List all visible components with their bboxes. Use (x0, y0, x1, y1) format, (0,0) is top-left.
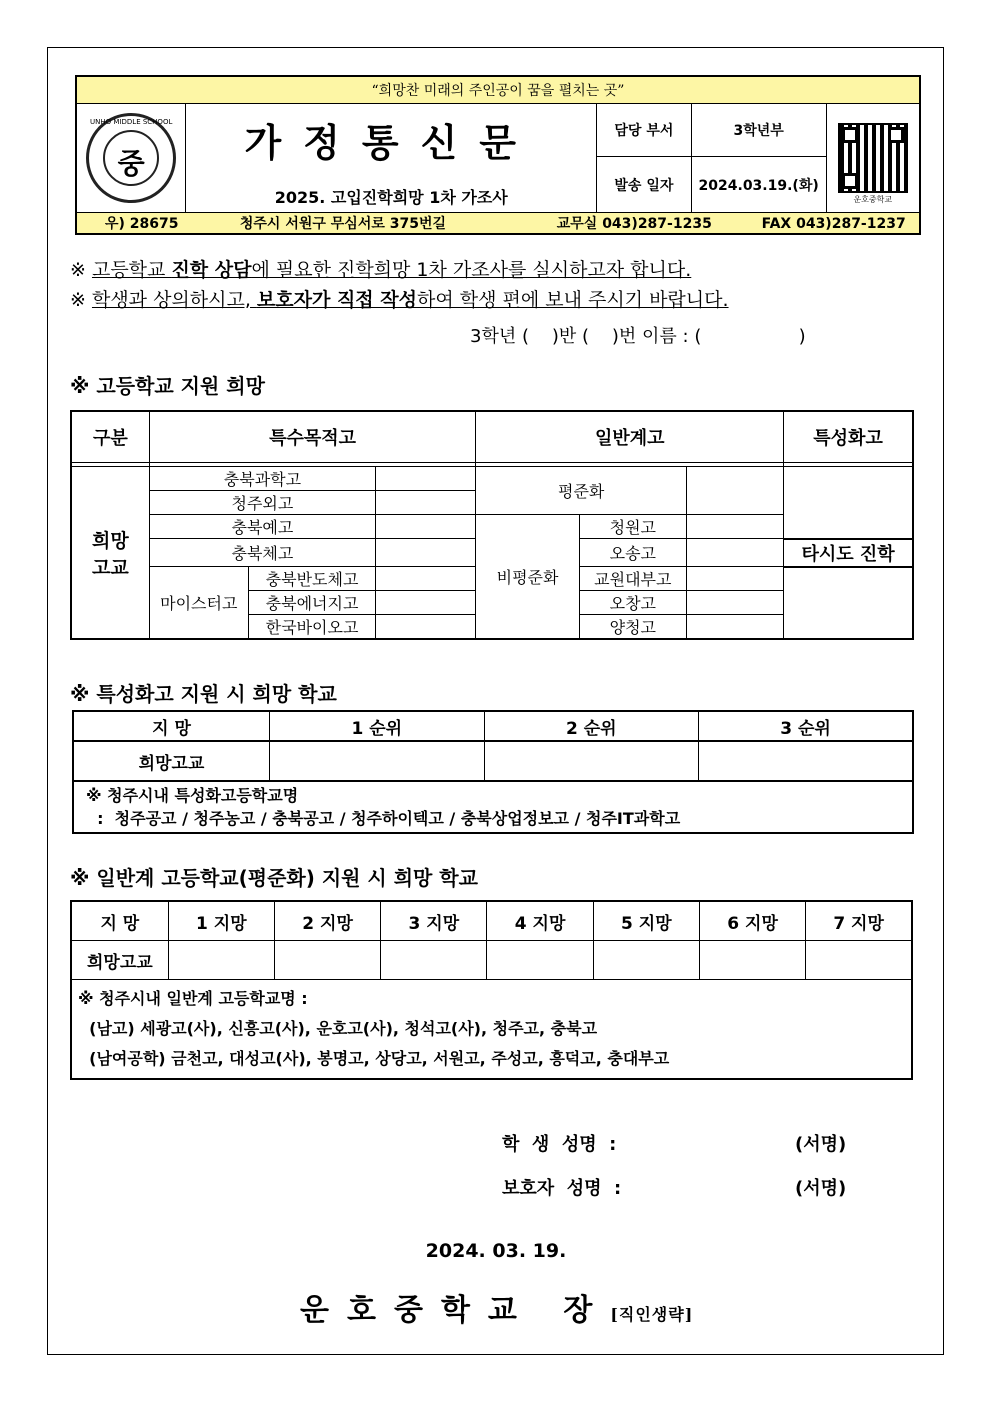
student-sign-mark[interactable]: (서명) (795, 1134, 847, 1155)
col-specialized: 특성화고 (784, 411, 913, 463)
note1-bold: 진학 상담 (171, 259, 252, 281)
choice-input-cell[interactable] (487, 941, 593, 980)
non-equalized-label: 비평준화 (476, 515, 579, 640)
dept-value: 3학년부 (691, 104, 826, 157)
check-cell[interactable] (686, 567, 783, 591)
rank-header: 1 순위 (270, 711, 484, 741)
choice-header: 7 지망 (806, 901, 912, 941)
school-name: 청원고 (579, 515, 686, 539)
rank-header: 2 순위 (484, 711, 698, 741)
note-coed: (남여공학) 금천고, 대성고(사), 봉명고, 상당고, 서원고, 주성고, 흥덕고, 충대부고 (78, 1049, 670, 1068)
dept-label: 담당 부서 (597, 104, 692, 157)
newsletter-header (75, 75, 921, 235)
choice-input-cell[interactable] (270, 741, 484, 781)
check-cell[interactable] (686, 515, 783, 539)
choice-input-cell[interactable] (381, 941, 487, 980)
note-boys: (남고) 세광고(사), 신흥고(사), 운호고(사), 청석고(사), 청주고, 충북고 (78, 1019, 598, 1038)
specialized-check-cell[interactable] (784, 467, 913, 539)
note1-part1: 고등학교 (91, 259, 172, 281)
student-sign-label: 학 생 성명 : (502, 1134, 617, 1155)
date-value: 2024.03.19.(화) (691, 157, 826, 213)
out-of-region-check-cell[interactable] (784, 567, 913, 640)
qr-caption: 운호중학교 (853, 195, 893, 204)
check-cell[interactable] (376, 539, 476, 567)
school-preference-table (70, 410, 914, 640)
col-choice: 지 망 (71, 901, 168, 941)
parent-sign-label: 보호자 성명 : (502, 1178, 622, 1199)
school-name: 충북과학고 (149, 467, 376, 491)
specialized-choice-table (72, 710, 914, 834)
choice-header: 6 지망 (699, 901, 805, 941)
choice-header: 3 지망 (381, 901, 487, 941)
address: 청주시 서원구 무심서로 375번길 (239, 216, 447, 232)
school-name: 오창고 (579, 591, 686, 615)
check-cell[interactable] (686, 591, 783, 615)
issue-date: 2024. 03. 19. (425, 1240, 567, 1262)
general-choice-table (70, 900, 913, 1080)
note2-part2: 하여 학생 편에 보내 주시기 바랍니다. (416, 289, 729, 311)
row-label: 희망고교 (73, 741, 270, 781)
seal-note: [직인생략] (610, 1305, 694, 1324)
school-name: 교원대부고 (579, 567, 686, 591)
office-phone: 교무실 043)287-1235 (556, 216, 712, 232)
note2-part1: 학생과 상의하시고, (91, 289, 257, 311)
principal-name: 운호중학교 장 (300, 1293, 611, 1328)
choice-input-cell[interactable] (806, 941, 912, 980)
rank-header: 3 순위 (699, 711, 914, 741)
col-general: 일반계고 (476, 411, 784, 463)
check-cell[interactable] (376, 515, 476, 539)
check-cell[interactable] (376, 615, 476, 640)
row-label: 희망고교 (71, 941, 168, 980)
check-cell[interactable] (376, 491, 476, 515)
choice-header: 5 지망 (593, 901, 699, 941)
parent-sign-mark[interactable]: (서명) (795, 1178, 847, 1199)
check-cell[interactable] (376, 591, 476, 615)
check-cell[interactable] (376, 467, 476, 491)
choice-header: 1 지망 (168, 901, 274, 941)
qr-code (826, 104, 920, 213)
school-name: 충북반도체고 (248, 567, 375, 591)
slogan: “희망찬 미래의 주인공이 꿈을 펼치는 곳” (76, 76, 920, 104)
note-list: : 청주공고 / 청주농고 / 충북공고 / 청주하이텍고 / 충북상업정보고 / 청주IT과학고 (86, 809, 681, 828)
choice-header: 2 지망 (274, 901, 380, 941)
fax-number: FAX 043)287-1237 (761, 216, 906, 232)
choice-header: 4 지망 (487, 901, 593, 941)
school-name: 청주외고 (149, 491, 376, 515)
row-label-hope: 희망 고교 (71, 467, 149, 640)
school-name: 충북체고 (149, 539, 376, 567)
document-subtitle: 2025. 고입진학희망 1차 가조사 (274, 188, 508, 207)
school-name: 충북에너지고 (248, 591, 375, 615)
section3-title: ※ 일반계 고등학교(평준화) 지원 시 희망 학교 (70, 866, 478, 890)
choice-input-cell[interactable] (699, 941, 805, 980)
col-category: 구분 (71, 411, 149, 463)
note-title: ※ 청주시내 특성화고등학교명 (86, 786, 299, 805)
postal-code: 우) 28675 (105, 216, 179, 232)
document-title: 가정통신문 (244, 120, 538, 165)
equalized-label: 평준화 (476, 467, 686, 515)
meister-label: 마이스터고 (149, 567, 248, 640)
out-of-region-label: 타시도 진학 (784, 539, 913, 567)
notice-text (70, 255, 729, 315)
logo-symbol: 중 (117, 147, 145, 180)
note-mark: ※ (70, 289, 92, 311)
date-label: 발송 일자 (597, 157, 692, 213)
section1-title: ※ 고등학교 지원 희망 (70, 374, 265, 398)
note-title: ※ 청주시내 일반계 고등학교명 : (78, 989, 308, 1008)
general-school-list (71, 980, 912, 1080)
note-mark: ※ (70, 259, 92, 281)
col-special-purpose: 특수목적고 (149, 411, 476, 463)
check-cell[interactable] (686, 539, 783, 567)
check-cell[interactable] (686, 615, 783, 640)
choice-input-cell[interactable] (274, 941, 380, 980)
check-cell[interactable] (686, 467, 783, 515)
school-name: 충북예고 (149, 515, 376, 539)
check-cell[interactable] (376, 567, 476, 591)
school-name: 한국바이오고 (248, 615, 375, 640)
school-logo (76, 104, 186, 213)
choice-input-cell[interactable] (699, 741, 914, 781)
col-choice: 지 망 (73, 711, 270, 741)
student-info-line[interactable]: 3학년 ( )반 ( )번 이름 : ( ) (470, 326, 806, 347)
title-cell (186, 104, 597, 213)
school-name: 오송고 (579, 539, 686, 567)
address-bar (76, 213, 920, 235)
choice-input-cell[interactable] (593, 941, 699, 980)
note1-part2: 에 필요한 진학희망 1차 가조사를 실시하고자 합니다. (251, 259, 692, 281)
principal-signature (300, 1285, 693, 1329)
choice-input-cell[interactable] (168, 941, 274, 980)
logo-ring-text: UNHO MIDDLE SCHOOL (90, 118, 173, 126)
note2-bold: 보호자가 직접 작성 (256, 289, 417, 311)
choice-input-cell[interactable] (484, 741, 698, 781)
section2-title: ※ 특성화고 지원 시 희망 학교 (70, 682, 337, 706)
school-name: 양청고 (579, 615, 686, 640)
specialized-school-list (73, 781, 913, 833)
